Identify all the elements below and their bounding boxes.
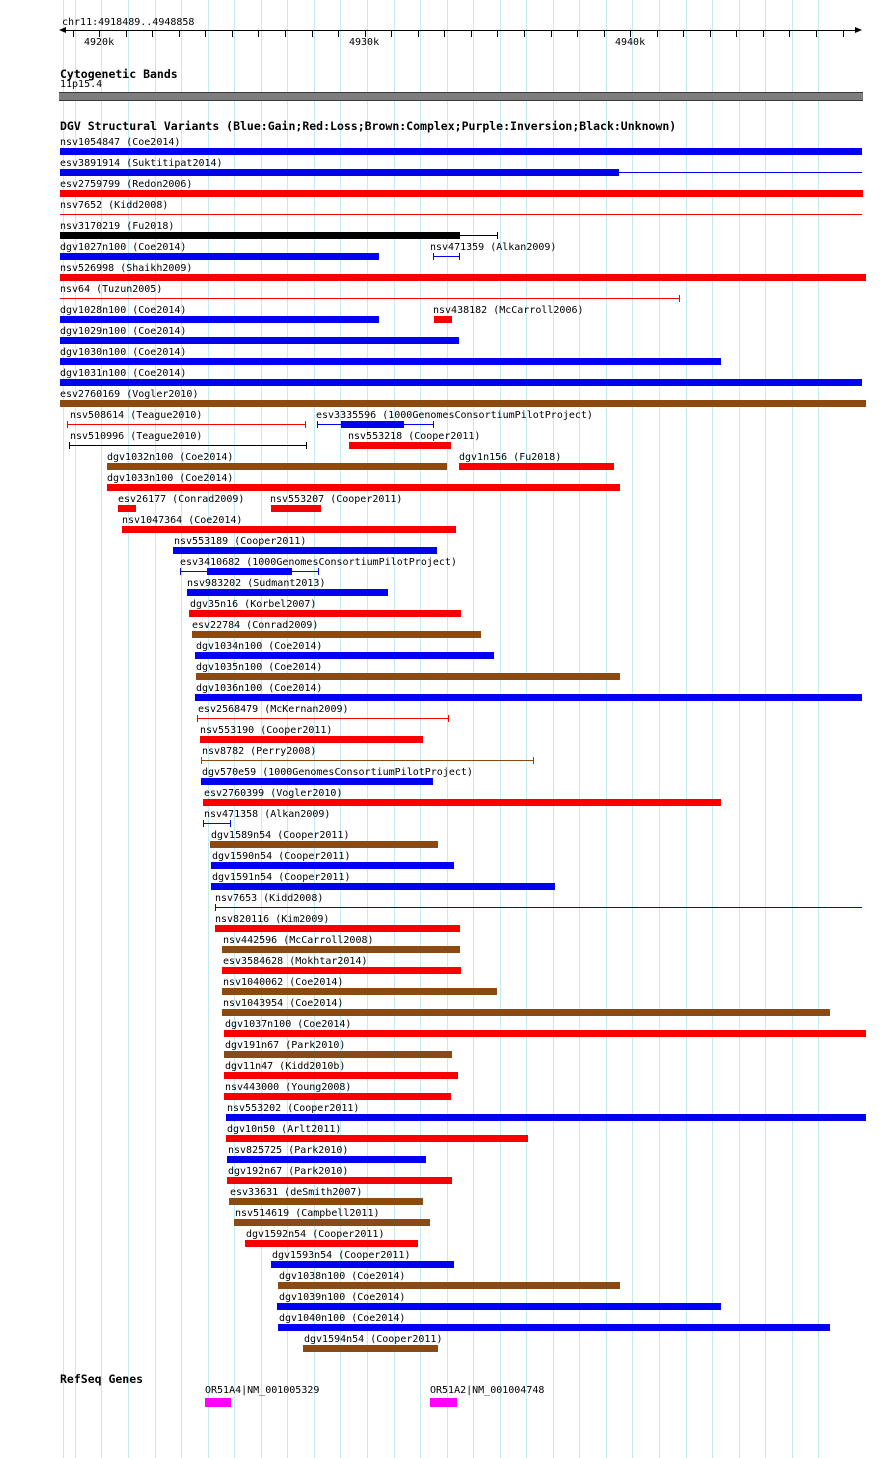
ruler-line <box>64 30 858 31</box>
variant-label: esv3891914 (Suktitipat2014) <box>60 158 223 169</box>
ruler-tick <box>285 30 286 37</box>
variant-label: dgv1039n100 (Coe2014) <box>279 1292 406 1303</box>
ruler-tick <box>418 30 419 37</box>
variant-bar[interactable] <box>196 673 620 680</box>
variant-line[interactable] <box>67 424 305 425</box>
grid-line <box>128 0 129 1458</box>
variant-bar[interactable] <box>226 1135 528 1142</box>
variant-bar[interactable] <box>60 358 721 365</box>
ruler-tick <box>444 30 445 37</box>
grid-line <box>739 0 740 1458</box>
variant-label: esv33631 (deSmith2007) <box>230 1187 363 1198</box>
variant-label: esv2759799 (Redon2006) <box>60 179 193 190</box>
variant-bar[interactable] <box>222 946 460 953</box>
variant-bar[interactable] <box>60 379 862 386</box>
variant-bar[interactable] <box>203 799 721 806</box>
variant-label: dgv570e59 (1000GenomesConsortiumPilotProject) <box>202 767 473 778</box>
variant-label: esv2760169 (Vogler2010) <box>60 389 199 400</box>
variant-label: dgv1036n100 (Coe2014) <box>196 683 323 694</box>
ruler-tick <box>99 30 100 37</box>
variant-label: dgv1040n100 (Coe2014) <box>279 1313 406 1324</box>
ruler-tick <box>497 30 498 37</box>
grid-line <box>792 0 793 1458</box>
variant-bar[interactable] <box>107 463 447 470</box>
ruler-tick <box>232 30 233 37</box>
grid-line <box>659 0 660 1458</box>
ruler-tick <box>551 30 552 37</box>
ruler-tick-label: 4940k <box>615 37 646 48</box>
variant-bar[interactable] <box>60 169 619 176</box>
variant-start-tick[interactable] <box>69 442 70 449</box>
grid-line <box>765 0 766 1458</box>
variant-label: dgv1037n100 (Coe2014) <box>225 1019 352 1030</box>
variant-label: dgv1030n100 (Coe2014) <box>60 347 187 358</box>
grid-line <box>75 0 76 1458</box>
ruler-tick <box>365 30 366 37</box>
ruler-left-arrow-icon <box>59 27 66 33</box>
variant-label: dgv1029n100 (Coe2014) <box>60 326 187 337</box>
variant-bar[interactable] <box>234 1219 430 1226</box>
variant-bar[interactable] <box>341 421 404 428</box>
grid-line <box>63 0 64 1458</box>
variant-label: esv3335596 (1000GenomesConsortiumPilotProject) <box>316 410 593 421</box>
variant-label: esv3584628 (Mokhtar2014) <box>223 956 368 967</box>
ruler-tick <box>816 30 817 37</box>
grid-line <box>473 0 474 1458</box>
variant-label: nsv553218 (Cooper2011) <box>348 431 481 442</box>
variant-bar[interactable] <box>215 925 460 932</box>
variant-label: nsv510996 (Teague2010) <box>70 431 203 442</box>
ruler-tick <box>312 30 313 37</box>
ruler-tick <box>391 30 392 37</box>
variant-label: dgv1031n100 (Coe2014) <box>60 368 187 379</box>
variant-bar[interactable] <box>200 736 423 743</box>
variant-start-tick[interactable] <box>197 715 198 722</box>
variant-label: esv2760399 (Vogler2010) <box>204 788 343 799</box>
variant-label: nsv553202 (Cooper2011) <box>227 1103 360 1114</box>
variant-label: dgv1033n100 (Coe2014) <box>107 473 234 484</box>
variant-label: nsv508614 (Teague2010) <box>70 410 203 421</box>
variant-label: dgv1028n100 (Coe2014) <box>60 305 187 316</box>
variant-bar[interactable] <box>278 1324 830 1331</box>
variant-extent-line[interactable] <box>460 235 497 236</box>
variant-end-tick[interactable] <box>230 820 231 827</box>
variant-label: nsv553189 (Cooper2011) <box>174 536 307 547</box>
variant-bar[interactable] <box>60 190 863 197</box>
variant-bar[interactable] <box>303 1345 438 1352</box>
ruler-tick <box>657 30 658 37</box>
gene-box[interactable] <box>430 1398 457 1407</box>
variant-bar[interactable] <box>195 694 862 701</box>
ruler-tick <box>179 30 180 37</box>
variant-bar[interactable] <box>60 253 379 260</box>
variant-line[interactable] <box>69 445 306 446</box>
variant-label: dgv192n67 (Park2010) <box>228 1166 349 1177</box>
variant-extent-line[interactable] <box>619 172 862 173</box>
variant-label: nsv1040062 (Coe2014) <box>223 977 344 988</box>
variant-label: nsv1047364 (Coe2014) <box>122 515 243 526</box>
variant-label: dgv1593n54 (Cooper2011) <box>272 1250 411 1261</box>
variant-end-tick[interactable] <box>533 757 534 764</box>
ruler-tick <box>338 30 339 37</box>
variant-start-tick[interactable] <box>203 820 204 827</box>
grid-line <box>606 0 607 1458</box>
ruler-tick <box>258 30 259 37</box>
variant-bar[interactable] <box>224 1093 451 1100</box>
variant-label: dgv1591n54 (Cooper2011) <box>212 872 351 883</box>
variant-end-tick[interactable] <box>318 568 319 575</box>
variant-line[interactable] <box>60 298 679 299</box>
variant-start-tick[interactable] <box>201 757 202 764</box>
grid-line <box>181 0 182 1458</box>
variant-bar[interactable] <box>227 1177 452 1184</box>
ruler-tick <box>126 30 127 37</box>
variant-bar[interactable] <box>60 337 459 344</box>
variant-label: esv26177 (Conrad2009) <box>118 494 245 505</box>
cytobands-section-title: Cytogenetic Bands <box>60 67 178 81</box>
variant-label: nsv443000 (Young2008) <box>225 1082 352 1093</box>
ruler-tick <box>604 30 605 37</box>
variant-bar[interactable] <box>201 778 433 785</box>
variant-start-tick[interactable] <box>180 568 181 575</box>
variant-bar[interactable] <box>60 274 866 281</box>
variant-bar[interactable] <box>222 988 497 995</box>
variant-bar[interactable] <box>277 1303 721 1310</box>
variant-label: nsv471358 (Alkan2009) <box>204 809 331 820</box>
variant-bar[interactable] <box>189 610 461 617</box>
variant-bar[interactable] <box>210 841 438 848</box>
grid-line <box>155 0 156 1458</box>
grid-line <box>553 0 554 1458</box>
cytoband-name: 11p15.4 <box>60 79 103 90</box>
variant-bar[interactable] <box>60 400 866 407</box>
variant-label: nsv983202 (Sudmant2013) <box>187 578 326 589</box>
ruler-right-arrow-icon <box>855 27 862 33</box>
variant-bar[interactable] <box>60 148 862 155</box>
variant-bar[interactable] <box>224 1030 866 1037</box>
variant-line[interactable] <box>197 718 448 719</box>
variant-label: esv2568479 (McKernan2009) <box>198 704 349 715</box>
variant-label: dgv1590n54 (Cooper2011) <box>212 851 351 862</box>
variant-label: nsv471359 (Alkan2009) <box>430 242 557 253</box>
ruler-tick <box>524 30 525 37</box>
grid-line <box>686 0 687 1458</box>
cytoband-bar[interactable] <box>59 92 863 101</box>
ruler-tick <box>471 30 472 37</box>
variant-label: dgv1035n100 (Coe2014) <box>196 662 323 673</box>
variant-end-tick[interactable] <box>433 421 434 428</box>
ruler-tick <box>73 30 74 37</box>
variant-label: dgv35n16 (Korbel2007) <box>190 599 317 610</box>
ruler-tick <box>843 30 844 37</box>
variant-bar[interactable] <box>271 505 321 512</box>
variant-label: dgv1027n100 (Coe2014) <box>60 242 187 253</box>
variant-bar[interactable] <box>222 967 461 974</box>
variant-label: dgv1034n100 (Coe2014) <box>196 641 323 652</box>
variant-end-tick[interactable] <box>497 232 498 239</box>
variant-bar[interactable] <box>207 568 292 575</box>
variant-line[interactable] <box>201 760 533 761</box>
grid-line <box>101 0 102 1458</box>
ruler-tick <box>630 30 631 37</box>
variant-label: nsv553207 (Cooper2011) <box>270 494 403 505</box>
variant-bar[interactable] <box>224 1072 458 1079</box>
variant-label: esv3410682 (1000GenomesConsortiumPilotProject) <box>180 557 457 568</box>
variant-bar[interactable] <box>118 505 136 512</box>
variant-bar[interactable] <box>227 1156 426 1163</box>
ruler-tick <box>152 30 153 37</box>
variant-line[interactable] <box>203 823 230 824</box>
variant-bar[interactable] <box>278 1282 620 1289</box>
variant-line[interactable] <box>215 907 862 908</box>
variant-label: nsv514619 (Campbell2011) <box>235 1208 380 1219</box>
refseq-section-title: RefSeq Genes <box>60 1372 144 1386</box>
dgv-section-title: DGV Structural Variants (Blue:Gain;Red:Loss;Brown:Complex;Purple:Inversion;Black:Unknown) <box>60 119 677 133</box>
variant-label: dgv191n67 (Park2010) <box>225 1040 346 1051</box>
variant-bar[interactable] <box>271 1261 454 1268</box>
grid-line <box>447 0 448 1458</box>
variant-bar[interactable] <box>195 652 494 659</box>
variant-label: dgv1592n54 (Cooper2011) <box>246 1229 385 1240</box>
variant-bar[interactable] <box>349 442 451 449</box>
variant-bar[interactable] <box>211 883 555 890</box>
ruler-tick-label: 4930k <box>349 37 380 48</box>
variant-label: nsv7653 (Kidd2008) <box>215 893 324 904</box>
gene-box[interactable] <box>205 1398 231 1407</box>
variant-label: nsv526998 (Shaikh2009) <box>60 263 193 274</box>
grid-line <box>579 0 580 1458</box>
variant-label: nsv64 (Tuzun2005) <box>60 284 163 295</box>
variant-label: dgv1589n54 (Cooper2011) <box>211 830 350 841</box>
variant-end-tick[interactable] <box>448 715 449 722</box>
variant-start-tick[interactable] <box>67 421 68 428</box>
variant-bar[interactable] <box>245 1240 418 1247</box>
variant-label: nsv1054847 (Coe2014) <box>60 137 181 148</box>
variant-bar[interactable] <box>224 1051 452 1058</box>
grid-line <box>500 0 501 1458</box>
grid-line <box>526 0 527 1458</box>
ruler-tick <box>577 30 578 37</box>
variant-bar[interactable] <box>173 547 437 554</box>
variant-label: dgv1032n100 (Coe2014) <box>107 452 234 463</box>
variant-bar[interactable] <box>211 862 454 869</box>
gene-label: OR51A2|NM_001004748 <box>430 1385 545 1396</box>
variant-bar[interactable] <box>229 1198 423 1205</box>
variant-start-tick[interactable] <box>317 421 318 428</box>
variant-label: nsv8782 (Perry2008) <box>202 746 317 757</box>
variant-label: dgv1038n100 (Coe2014) <box>279 1271 406 1282</box>
ruler-tick <box>205 30 206 37</box>
variant-end-tick[interactable] <box>305 421 306 428</box>
ruler-tick <box>763 30 764 37</box>
variant-end-tick[interactable] <box>306 442 307 449</box>
variant-label: nsv3170219 (Fu2018) <box>60 221 175 232</box>
variant-bar[interactable] <box>60 316 379 323</box>
variant-end-tick[interactable] <box>459 253 460 260</box>
variant-label: nsv442596 (McCarroll2008) <box>223 935 374 946</box>
region-coordinates: chr11:4918489..4948858 <box>62 17 195 28</box>
variant-line[interactable] <box>60 214 862 215</box>
variant-label: nsv1043954 (Coe2014) <box>223 998 344 1009</box>
variant-label: dgv10n50 (Arlt2011) <box>227 1124 342 1135</box>
variant-label: nsv438182 (McCarroll2006) <box>433 305 584 316</box>
variant-start-tick[interactable] <box>433 253 434 260</box>
variant-label: nsv553190 (Cooper2011) <box>200 725 333 736</box>
variant-bar[interactable] <box>222 1009 830 1016</box>
variant-label: dgv11n47 (Kidd2010b) <box>225 1061 346 1072</box>
variant-bar[interactable] <box>107 484 620 491</box>
variant-line[interactable] <box>433 256 459 257</box>
ruler-tick <box>736 30 737 37</box>
variant-bar[interactable] <box>459 463 614 470</box>
grid-line <box>632 0 633 1458</box>
variant-start-tick[interactable] <box>215 904 216 911</box>
variant-label: dgv1594n54 (Cooper2011) <box>304 1334 443 1345</box>
ruler-tick <box>789 30 790 37</box>
ruler-tick <box>683 30 684 37</box>
grid-line <box>420 0 421 1458</box>
grid-line <box>818 0 819 1458</box>
variant-label: dgv1n156 (Fu2018) <box>459 452 562 463</box>
variant-bar[interactable] <box>226 1114 866 1121</box>
variant-label: esv22784 (Conrad2009) <box>192 620 319 631</box>
variant-bar[interactable] <box>434 316 452 323</box>
variant-bar[interactable] <box>187 589 388 596</box>
variant-bar[interactable] <box>60 232 460 239</box>
variant-label: nsv825725 (Park2010) <box>228 1145 349 1156</box>
variant-end-tick[interactable] <box>679 295 680 302</box>
grid-line <box>712 0 713 1458</box>
ruler-tick <box>710 30 711 37</box>
ruler-tick-label: 4920k <box>84 37 115 48</box>
variant-bar[interactable] <box>192 631 481 638</box>
variant-bar[interactable] <box>122 526 456 533</box>
variant-label: nsv7652 (Kidd2008) <box>60 200 169 211</box>
gene-label: OR51A4|NM_001005329 <box>205 1385 320 1396</box>
variant-label: nsv820116 (Kim2009) <box>215 914 330 925</box>
